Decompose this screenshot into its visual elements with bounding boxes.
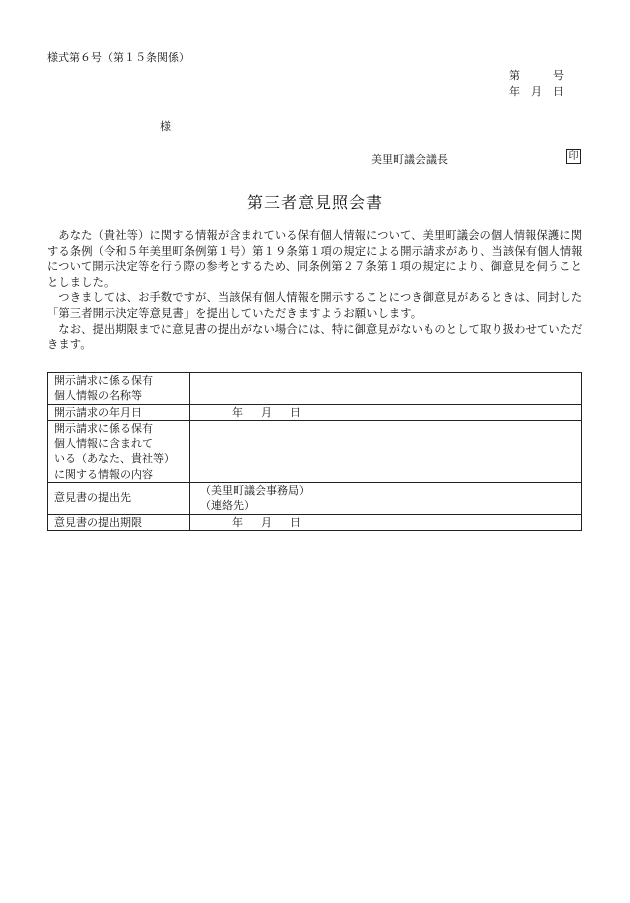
- document-title: 第三者意見照会書: [246, 193, 383, 212]
- body-text: [47, 228, 587, 353]
- table-row: [48, 404, 582, 420]
- table-label-cell: 開示請求の年月日: [48, 404, 190, 420]
- row-label-line: 意見書の提出先: [54, 491, 131, 505]
- row-label-line: 個人情報の名称等: [54, 389, 142, 403]
- contact-info: （連絡先）: [200, 499, 255, 513]
- body-paragraph: あなた（貴社等）に関する情報が含まれている保有個人情報について、美里町議会の個人情報保護に関する条例（令和５年美里町条例第１号）第１９条第１項の規定による開示請求があり、当該保有個人情報について開示決定等を行う際の参考とするため、同条例第２７条第１項の規定により、御意見を伺うこととしました。: [47, 229, 583, 289]
- table-value-cell[interactable]: [190, 483, 582, 515]
- table-row: [48, 514, 582, 530]
- table-row: [48, 420, 582, 482]
- table-value-cell[interactable]: [190, 420, 582, 482]
- addressee-suffix: 様: [160, 120, 171, 133]
- seal-mark: 印: [566, 149, 581, 164]
- info-table: [47, 372, 582, 531]
- table-label-cell: 意見書の提出期限: [48, 514, 190, 530]
- row-label-line: 開示請求に係る保有: [54, 421, 153, 435]
- row-label-line: 個人情報に含まれて: [54, 437, 153, 451]
- table-value-cell[interactable]: [190, 514, 582, 530]
- date-day: 日: [290, 515, 301, 529]
- row-label-line: に関する情報の内容: [54, 467, 153, 481]
- body-paragraph: なお、提出期限までに意見書の提出がない場合には、特に御意見がないものとして取り扱わせていただきます。: [47, 322, 583, 352]
- date-year: 年: [232, 405, 243, 419]
- form-number: 様式第６号（第１５条関係）: [47, 51, 190, 64]
- document-number: 第 号: [509, 69, 564, 82]
- row-label-line: 開示請求に係る保有: [54, 374, 153, 387]
- table-label-cell: [48, 373, 190, 405]
- table-row: [48, 373, 582, 405]
- table-value-cell[interactable]: [190, 404, 582, 420]
- date-field: [200, 515, 319, 530]
- sender-title: 美里町議会議長: [371, 153, 448, 166]
- date-year: 年: [232, 515, 243, 529]
- date-month: 月: [261, 515, 272, 529]
- submission-office: （美里町議会事務局）: [200, 484, 310, 498]
- row-label-line: いる（あなた、貴社等）: [54, 452, 175, 466]
- table-row: [48, 483, 582, 515]
- date-day: 日: [290, 405, 301, 419]
- table-label-cell: [48, 483, 190, 515]
- body-paragraph: つきましては、お手数ですが、当該保有個人情報を開示することにつき御意見があるときは、同封した「第三者開示決定等意見書」を提出していただきますようお願いします。: [47, 291, 583, 320]
- date-month: 月: [261, 405, 272, 419]
- date-field: [200, 405, 319, 420]
- issue-date: 年 月 日: [509, 85, 564, 98]
- table-value-cell[interactable]: [190, 373, 582, 405]
- table-label-cell: [48, 420, 190, 482]
